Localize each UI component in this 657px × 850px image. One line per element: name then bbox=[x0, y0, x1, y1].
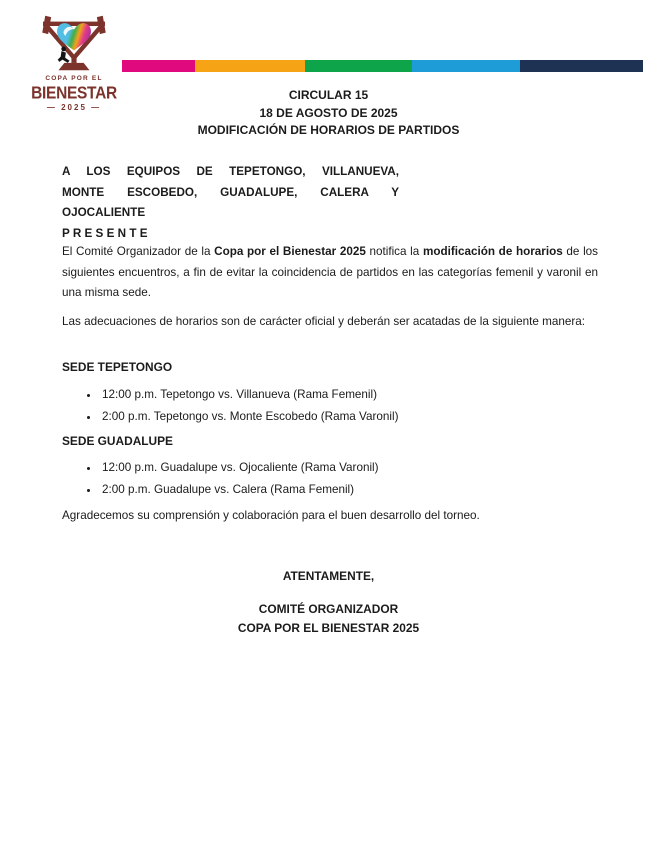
intro-part: de los siguientes encuentros, a fin de evitar la coincidencia de partidos en las categorías femenil y varonil en una misma sede. bbox=[62, 245, 599, 299]
recipients-line: MONTE ESCOBEDO, GUADALUPE, CALERA Y bbox=[62, 185, 399, 199]
adjustments-paragraph: Las adecuaciones de horarios son de carácter oficial y deberán ser acatadas de la siguiente manera: bbox=[62, 315, 586, 328]
color-stripe-banner bbox=[122, 60, 643, 72]
banner-segment-blue bbox=[412, 60, 520, 72]
salutation: ATENTAMENTE, bbox=[282, 569, 375, 583]
match-item: • 2:00 p.m. Guadalupe vs. Calera (Rama Femenil) bbox=[100, 479, 636, 501]
intro-paragraph bbox=[62, 242, 598, 304]
intro-part-bold: Copa por el Bienestar 2025 bbox=[214, 245, 366, 258]
match-item: • 12:00 p.m. Tepetongo vs. Villanueva (Rama Femenil) bbox=[100, 384, 636, 406]
recipients-line: A LOS EQUIPOS DE TEPETONGO, VILLANUEVA, bbox=[62, 165, 399, 178]
circular-subject: MODIFICACIÓN DE HORARIOS DE PARTIDOS bbox=[197, 123, 460, 138]
document-heading bbox=[0, 83, 657, 140]
intro-part-bold: modificación de horarios bbox=[422, 245, 563, 258]
intro-part: El Comité Organizador de la bbox=[62, 245, 215, 258]
banner-segment-navy bbox=[520, 60, 643, 72]
circular-date: 18 DE AGOSTO DE 2025 bbox=[259, 105, 398, 120]
logo-text-year: — 2025 — bbox=[46, 103, 102, 112]
signature-event: COPA POR EL BIENESTAR 2025 bbox=[237, 621, 420, 635]
signature-org: COMITÉ ORGANIZADOR bbox=[258, 602, 399, 616]
logo-text-line2: BIENESTAR bbox=[31, 83, 117, 103]
sede-tepetongo-heading: SEDE TEPETONGO bbox=[62, 360, 173, 374]
recipients-block bbox=[62, 162, 399, 244]
tepetongo-match-list bbox=[62, 384, 636, 427]
banner-segment-green bbox=[305, 60, 412, 72]
closing-paragraph: Agradecemos su comprensión y colaboración para el buen desarrollo del torneo. bbox=[62, 509, 480, 522]
match-item: • 2:00 p.m. Tepetongo vs. Monte Escobedo (Rama Varonil) bbox=[100, 406, 636, 428]
recipients-line: OJOCALIENTE bbox=[62, 206, 146, 219]
guadalupe-match-list bbox=[62, 457, 636, 500]
sede-guadalupe-heading: SEDE GUADALUPE bbox=[62, 434, 173, 448]
banner-segment-pink bbox=[122, 60, 195, 72]
trophy-heart-icon bbox=[37, 12, 111, 74]
match-item: • 12:00 p.m. Guadalupe vs. Ojocaliente (Rama Varonil) bbox=[100, 457, 636, 479]
circular-number: CIRCULAR 15 bbox=[288, 88, 369, 102]
presente-line: P R E S E N T E bbox=[62, 226, 148, 240]
logo-text-line1: COPA POR EL bbox=[45, 75, 103, 82]
banner-segment-orange bbox=[195, 60, 305, 72]
signature-block bbox=[0, 567, 657, 638]
intro-part: notifica la bbox=[365, 245, 423, 258]
